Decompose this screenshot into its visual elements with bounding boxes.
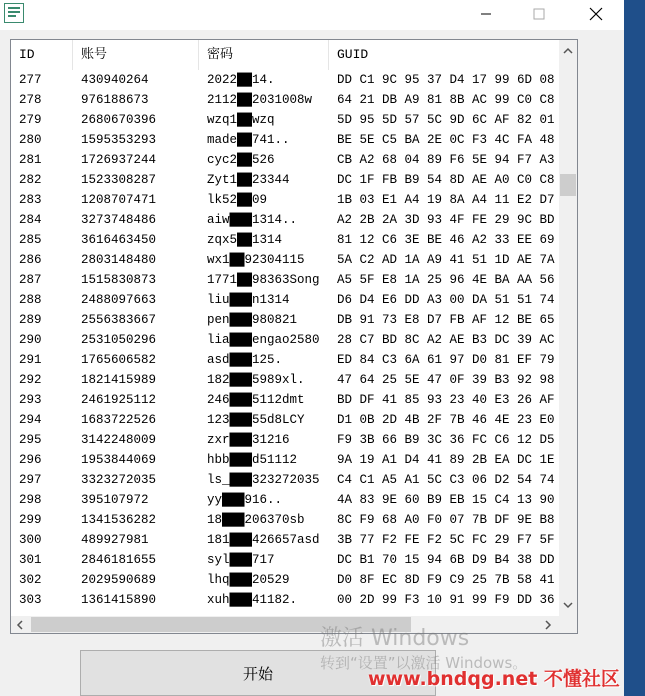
- row-password: ls_███323272035: [207, 473, 320, 487]
- minimize-icon: [480, 8, 492, 20]
- row-id: 286: [19, 253, 42, 267]
- account-list[interactable]: [10, 39, 578, 634]
- row-password: made██741..: [207, 133, 290, 147]
- table-row[interactable]: [11, 370, 559, 390]
- row-guid: BD DF 41 85 93 23 40 E3 26 AF: [337, 393, 555, 407]
- row-guid: BE 5E C5 BA 2E 0C F3 4C FA 48: [337, 133, 555, 147]
- row-account: 1953844069: [81, 453, 157, 467]
- row-account: 430940264: [81, 73, 149, 87]
- row-id: 288: [19, 293, 42, 307]
- vertical-scrollbar[interactable]: [559, 40, 577, 616]
- row-password: zqx5██1314: [207, 233, 283, 247]
- table-row[interactable]: [11, 590, 559, 610]
- scroll-left-button[interactable]: [11, 616, 29, 633]
- row-password: 2112██2031008w: [207, 93, 313, 107]
- row-password: xuh███41182.: [207, 593, 298, 607]
- row-password: 182███5989xl.: [207, 373, 305, 387]
- scroll-up-button[interactable]: [559, 42, 577, 60]
- row-guid: F9 3B 66 B9 3C 36 FC C6 12 D5: [337, 433, 555, 447]
- row-id: 281: [19, 153, 42, 167]
- row-guid: 9A 19 A1 D4 41 89 2B EA DC 1E: [337, 453, 555, 467]
- maximize-icon: [533, 8, 545, 20]
- row-password: cyc2██526: [207, 153, 275, 167]
- row-password: 246███5112dmt: [207, 393, 305, 407]
- row-account: 2680670396: [81, 113, 157, 127]
- row-guid: 1B 03 E1 A4 19 8A A4 11 E2 D7: [337, 193, 555, 207]
- row-guid: CB A2 68 04 89 F6 5E 94 F7 A3: [337, 153, 555, 167]
- row-guid: D0 8F EC 8D F9 C9 25 7B 58 41: [337, 573, 555, 587]
- row-guid: 8C F9 68 A0 F0 07 7B DF 9E B8: [337, 513, 555, 527]
- row-id: 292: [19, 373, 42, 387]
- row-guid: D6 D4 E6 DD A3 00 DA 51 51 74: [337, 293, 555, 307]
- row-account: 3616463450: [81, 233, 157, 247]
- row-id: 302: [19, 573, 42, 587]
- row-account: 1208707471: [81, 193, 157, 207]
- scroll-corner: [559, 616, 577, 633]
- row-id: 289: [19, 313, 42, 327]
- table-row[interactable]: [11, 210, 559, 230]
- row-password: 123███55d8LCY: [207, 413, 305, 427]
- row-guid: 5A C2 AD 1A A9 41 51 1D AE 7A: [337, 253, 555, 267]
- row-password: 18███206370sb: [207, 513, 305, 527]
- scroll-down-button[interactable]: [559, 596, 577, 614]
- table-row[interactable]: [11, 130, 559, 150]
- table-row[interactable]: [11, 490, 559, 510]
- table-row[interactable]: [11, 150, 559, 170]
- row-id: 287: [19, 273, 42, 287]
- row-id: 298: [19, 493, 42, 507]
- row-account: 2531050296: [81, 333, 157, 347]
- table-row[interactable]: [11, 450, 559, 470]
- row-account: 1523308287: [81, 173, 157, 187]
- row-id: 295: [19, 433, 42, 447]
- table-row[interactable]: [11, 90, 559, 110]
- row-password: asd███125.: [207, 353, 283, 367]
- row-guid: DB 91 73 E8 D7 FB AF 12 BE 65: [337, 313, 555, 327]
- list-header: [11, 40, 559, 70]
- row-id: 301: [19, 553, 42, 567]
- table-row[interactable]: [11, 290, 559, 310]
- row-account: 1821415989: [81, 373, 157, 387]
- table-row[interactable]: [11, 570, 559, 590]
- table-row[interactable]: [11, 550, 559, 570]
- row-guid: DC 1F FB B9 54 8D AE A0 C0 C8: [337, 173, 555, 187]
- table-row[interactable]: [11, 110, 559, 130]
- chevron-up-icon: [563, 47, 573, 55]
- column-header-account[interactable]: 账号: [73, 40, 199, 70]
- row-account: 1683722526: [81, 413, 157, 427]
- table-row[interactable]: [11, 310, 559, 330]
- row-id: 285: [19, 233, 42, 247]
- row-id: 300: [19, 533, 42, 547]
- row-password: Zyt1██23344: [207, 173, 290, 187]
- scroll-right-button[interactable]: [539, 616, 557, 633]
- row-guid: 5D 95 5D 57 5C 9D 6C AF 82 01: [337, 113, 555, 127]
- table-row[interactable]: [11, 190, 559, 210]
- close-icon: [589, 7, 603, 21]
- row-guid: A5 5F E8 1A 25 96 4E BA AA 56: [337, 273, 555, 287]
- table-row[interactable]: [11, 510, 559, 530]
- chevron-down-icon: [563, 601, 573, 609]
- row-id: 282: [19, 173, 42, 187]
- row-guid: C4 C1 A5 A1 5C C3 06 D2 54 74: [337, 473, 555, 487]
- row-password: lk52██09: [207, 193, 268, 207]
- row-id: 278: [19, 93, 42, 107]
- column-header-password[interactable]: 密码: [199, 40, 329, 70]
- minimize-button[interactable]: [463, 0, 509, 28]
- row-password: 181███426657asd: [207, 533, 320, 547]
- row-id: 297: [19, 473, 42, 487]
- row-guid: 47 64 25 5E 47 0F 39 B3 92 98: [337, 373, 555, 387]
- row-account: 3142248009: [81, 433, 157, 447]
- row-account: 1515830873: [81, 273, 157, 287]
- row-account: 1726937244: [81, 153, 157, 167]
- row-guid: 28 C7 BD 8C A2 AE B3 DC 39 AC: [337, 333, 555, 347]
- row-guid: 00 2D 99 F3 10 91 99 F9 DD 36: [337, 593, 555, 607]
- desktop-background: [624, 0, 645, 696]
- row-id: 284: [19, 213, 42, 227]
- row-account: 3323272035: [81, 473, 157, 487]
- column-header-id[interactable]: ID: [11, 40, 73, 70]
- row-account: 2556383667: [81, 313, 157, 327]
- app-icon: [4, 3, 24, 23]
- row-id: 290: [19, 333, 42, 347]
- row-id: 293: [19, 393, 42, 407]
- row-guid: 3B 77 F2 FE F2 5C FC 29 F7 5F: [337, 533, 555, 547]
- row-id: 294: [19, 413, 42, 427]
- row-guid: ED 84 C3 6A 61 97 D0 81 EF 79: [337, 353, 555, 367]
- row-password: syl███717: [207, 553, 275, 567]
- row-password: zxr███31216: [207, 433, 290, 447]
- row-guid: DD C1 9C 95 37 D4 17 99 6D 08: [337, 73, 555, 87]
- row-id: 291: [19, 353, 42, 367]
- table-row[interactable]: [11, 250, 559, 270]
- row-id: 299: [19, 513, 42, 527]
- column-header-guid[interactable]: GUID: [337, 47, 369, 62]
- row-id: 279: [19, 113, 42, 127]
- row-account: 1765606582: [81, 353, 157, 367]
- row-password: pen███980821: [207, 313, 298, 327]
- row-account: 1595353293: [81, 133, 157, 147]
- start-button[interactable]: 开始: [80, 650, 436, 696]
- row-guid: 81 12 C6 3E BE 46 A2 33 EE 69: [337, 233, 555, 247]
- row-id: 283: [19, 193, 42, 207]
- row-id: 280: [19, 133, 42, 147]
- row-password: yy███916..: [207, 493, 283, 507]
- row-password: lhq███20529: [207, 573, 290, 587]
- row-account: 2029590689: [81, 573, 157, 587]
- row-password: 2022██14.: [207, 73, 275, 87]
- row-password: 1771██98363Song: [207, 273, 320, 287]
- row-account: 976188673: [81, 93, 149, 107]
- table-row[interactable]: [11, 270, 559, 290]
- row-account: 395107972: [81, 493, 149, 507]
- table-row[interactable]: [11, 170, 559, 190]
- activate-windows-title: 激活 Windows: [320, 626, 470, 651]
- row-guid: DC B1 70 15 94 6B D9 B4 38 DD: [337, 553, 555, 567]
- table-row[interactable]: [11, 530, 559, 550]
- row-password: liu███n1314: [207, 293, 290, 307]
- table-row[interactable]: [11, 430, 559, 450]
- close-button[interactable]: [573, 0, 619, 28]
- table-row[interactable]: [11, 230, 559, 250]
- row-account: 2461925112: [81, 393, 157, 407]
- row-password: wx1██92304115: [207, 253, 305, 267]
- table-row[interactable]: [11, 410, 559, 430]
- table-row[interactable]: [11, 70, 559, 90]
- vertical-scroll-thumb[interactable]: [560, 174, 576, 196]
- row-id: 303: [19, 593, 42, 607]
- row-account: 1341536282: [81, 513, 157, 527]
- activate-windows-hint: 转到“设置”以激活 Windows。: [320, 654, 528, 672]
- row-guid: 4A 83 9E 60 B9 EB 15 C4 13 90: [337, 493, 555, 507]
- row-account: 1361415890: [81, 593, 157, 607]
- row-password: wzq1██wzq: [207, 113, 275, 127]
- chevron-right-icon: [544, 620, 552, 630]
- row-password: aiw███1314..: [207, 213, 298, 227]
- row-guid: 64 21 DB A9 81 8B AC 99 C0 C8: [337, 93, 555, 107]
- table-row[interactable]: [11, 330, 559, 350]
- horizontal-scrollbar[interactable]: [11, 616, 559, 633]
- row-account: 2846181655: [81, 553, 157, 567]
- row-id: 296: [19, 453, 42, 467]
- maximize-button[interactable]: [516, 0, 562, 28]
- row-account: 2488097663: [81, 293, 157, 307]
- chevron-left-icon: [16, 620, 24, 630]
- row-account: 3273748486: [81, 213, 157, 227]
- title-bar: [0, 0, 645, 30]
- row-account: 489927981: [81, 533, 149, 547]
- row-guid: A2 2B 2A 3D 93 4F FE 29 9C BD: [337, 213, 555, 227]
- table-row[interactable]: [11, 470, 559, 490]
- site-banner: www.bndqg.net 不懂社区: [368, 667, 620, 690]
- table-row[interactable]: [11, 350, 559, 370]
- table-row[interactable]: [11, 390, 559, 410]
- row-account: 2803148480: [81, 253, 157, 267]
- row-password: lia███engao2580: [207, 333, 320, 347]
- row-guid: D1 0B 2D 4B 2F 7B 46 4E 23 E0: [337, 413, 555, 427]
- row-password: hbb███d51112: [207, 453, 298, 467]
- row-id: 277: [19, 73, 42, 87]
